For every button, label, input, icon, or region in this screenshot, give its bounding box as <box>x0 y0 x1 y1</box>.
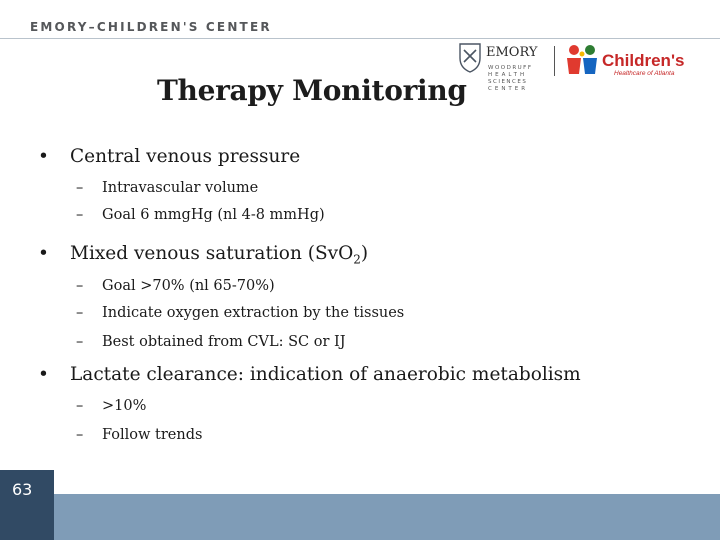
page-number: 63 <box>12 480 33 499</box>
bullet-marker: • <box>38 364 49 385</box>
bullet-marker: • <box>38 243 49 264</box>
bullet-item <box>38 364 581 385</box>
emory-sub-2: HEALTH <box>488 72 528 78</box>
dash-marker: – <box>76 305 84 321</box>
header-org-name: EMORY–CHILDREN'S CENTER <box>30 20 272 34</box>
bullet-item <box>38 243 368 267</box>
bullet-item <box>38 146 300 167</box>
sub-bullet-text: >10% <box>102 398 147 414</box>
bullet-subscript: 2 <box>353 252 361 267</box>
bullet-marker: • <box>38 146 49 167</box>
sub-bullet-item <box>76 398 146 414</box>
sub-bullet-text: Goal >70% (nl 65-70%) <box>102 278 275 294</box>
dash-marker: – <box>76 398 84 414</box>
sub-bullet-item <box>76 180 258 196</box>
bullet-text: Lactate clearance: indication of anaerobic metabolism <box>70 364 581 385</box>
sub-bullet-text: Intravascular volume <box>102 180 259 196</box>
emory-sub-3: SCIENCES <box>488 79 528 85</box>
dash-marker: – <box>76 278 84 294</box>
dash-marker: – <box>76 180 84 196</box>
sub-bullet-text: Follow trends <box>102 427 203 443</box>
childrens-tagline: Healthcare of Atlanta <box>614 70 675 77</box>
sub-bullet-text: Indicate oxygen extraction by the tissues <box>102 305 405 321</box>
sub-bullet-item <box>76 207 325 223</box>
dash-marker: – <box>76 207 84 223</box>
sub-bullet-item <box>76 278 275 294</box>
dash-marker: – <box>76 334 84 350</box>
bullet-text: Central venous pressure <box>70 146 301 167</box>
bullet-text: Mixed venous saturation (SvO <box>70 243 354 264</box>
header-rule <box>0 38 720 39</box>
emory-shield-icon <box>460 44 480 72</box>
sub-bullet-item <box>76 427 202 443</box>
sub-bullet-text: Goal 6 mmgHg (nl 4-8 mmHg) <box>102 207 325 223</box>
emory-sub-4: CENTER <box>488 86 529 92</box>
childrens-wordmark: Children's <box>602 51 685 70</box>
sub-bullet-text: Best obtained from CVL: SC or IJ <box>102 334 346 350</box>
logo-separator <box>554 46 555 76</box>
dash-marker: – <box>76 427 84 443</box>
sub-bullet-item <box>76 334 346 350</box>
emory-sub-1: WOODRUFF <box>488 65 533 71</box>
emory-logo <box>458 42 544 92</box>
childrens-figures-icon <box>567 45 597 74</box>
sub-bullet-item <box>76 305 404 321</box>
footer-bar <box>0 494 720 540</box>
emory-wordmark: EMORY <box>486 45 538 60</box>
slide-title: Therapy Monitoring <box>157 74 467 107</box>
childrens-logo <box>564 42 689 82</box>
bullet-text-end: ) <box>360 243 369 264</box>
